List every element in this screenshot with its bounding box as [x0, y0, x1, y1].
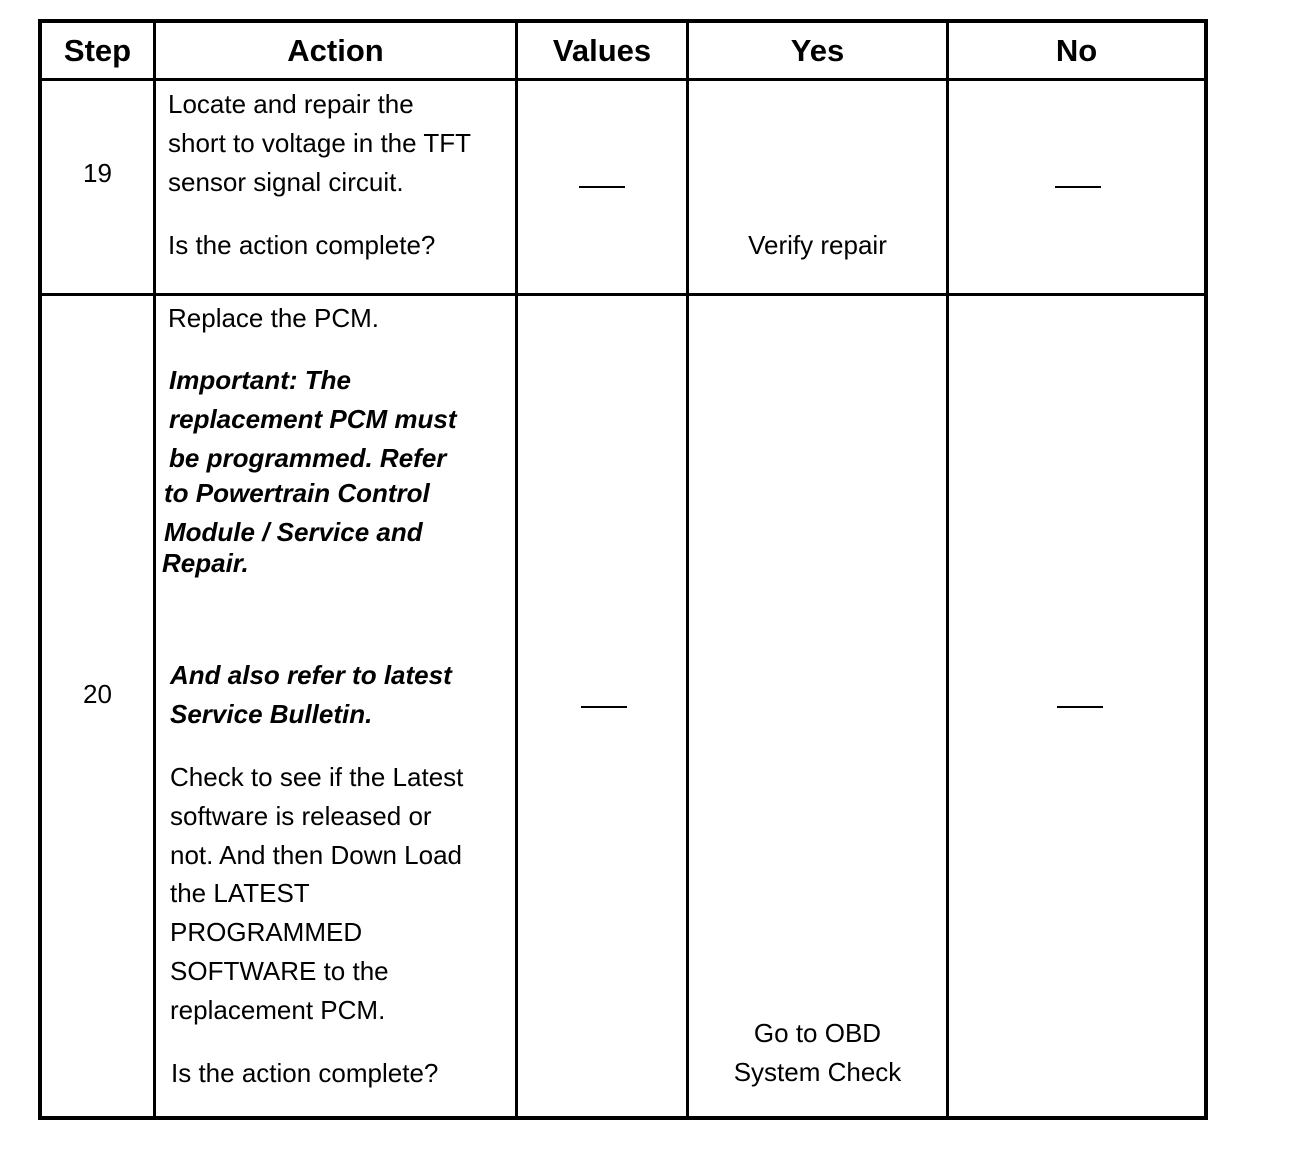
- no-dash: [1057, 706, 1103, 708]
- important-line: Important: The: [169, 365, 351, 395]
- no-dash: [1055, 186, 1101, 188]
- values-dash: [579, 186, 625, 188]
- column-divider: [946, 23, 949, 1116]
- action-question: Is the action complete?: [168, 230, 436, 260]
- header-step: Step: [63, 33, 132, 68]
- row-divider: [42, 293, 1204, 296]
- action-question: Is the action complete?: [171, 1058, 439, 1088]
- check-line: replacement PCM.: [170, 995, 386, 1025]
- important-line: replacement PCM must: [169, 404, 457, 434]
- check-line: SOFTWARE to the: [170, 956, 389, 986]
- also-refer-line: And also refer to latest: [170, 660, 452, 690]
- important-line: Repair.: [162, 548, 249, 578]
- column-divider: [153, 23, 156, 1116]
- check-line: PROGRAMMED: [170, 917, 363, 947]
- yes-result: Verify repair: [748, 230, 887, 260]
- important-line: Module / Service and: [164, 517, 423, 547]
- important-line: be programmed. Refer: [169, 443, 447, 473]
- action-intro: Replace the PCM.: [168, 303, 379, 333]
- header-action: Action: [287, 33, 384, 68]
- action-line: Locate and repair the: [168, 89, 414, 119]
- step-number: 20: [83, 679, 112, 709]
- column-divider: [515, 23, 518, 1116]
- yes-result-line: Go to OBD: [753, 1018, 882, 1048]
- check-line: software is released or: [170, 801, 432, 831]
- action-line: short to voltage in the TFT: [168, 128, 471, 158]
- important-line: to Powertrain Control: [164, 478, 430, 508]
- header-no: No: [1055, 33, 1098, 68]
- check-line: Check to see if the Latest: [170, 762, 464, 792]
- column-divider: [686, 23, 689, 1116]
- diagnostic-table: [38, 19, 1208, 1120]
- values-dash: [581, 706, 627, 708]
- yes-result-line: System Check: [733, 1057, 902, 1087]
- header-values: Values: [552, 33, 652, 68]
- also-refer-line: Service Bulletin.: [170, 699, 373, 729]
- check-line: not. And then Down Load: [170, 840, 463, 870]
- step-number: 19: [83, 158, 112, 188]
- header-yes: Yes: [790, 33, 845, 68]
- action-line: sensor signal circuit.: [168, 167, 404, 197]
- check-line: the LATEST: [170, 878, 310, 908]
